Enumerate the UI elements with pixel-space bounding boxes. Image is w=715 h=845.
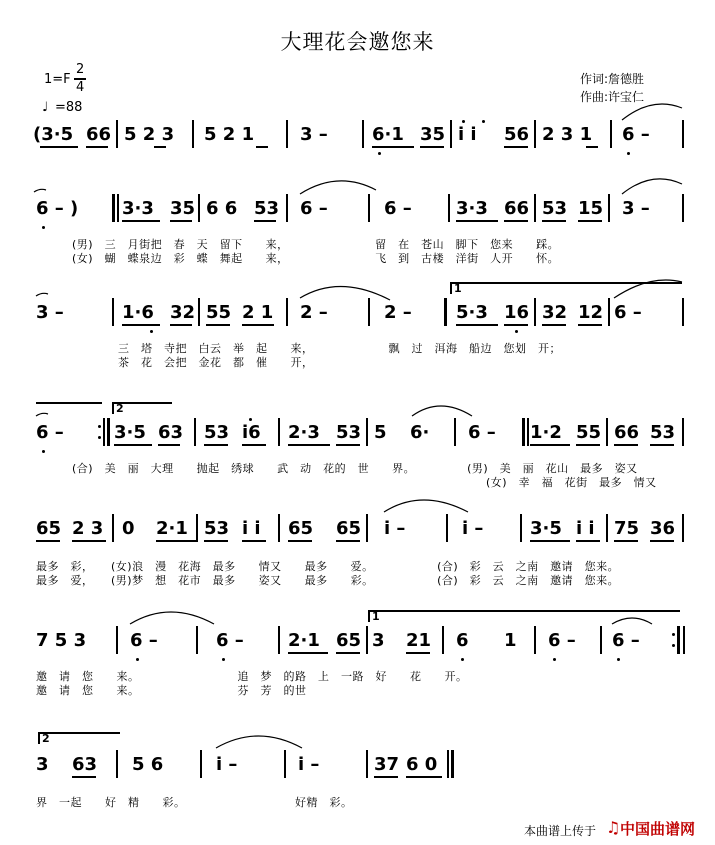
note-group: 2 1 xyxy=(242,302,274,323)
note-group: 6 – xyxy=(612,630,640,651)
note-group: 6 0 xyxy=(406,754,438,775)
note-group: 53 xyxy=(650,422,676,443)
site-logo-text[interactable]: 中国曲谱网 xyxy=(620,820,696,838)
note-group: 65 xyxy=(336,630,362,651)
note-group: 6 – xyxy=(36,422,64,443)
note-group: 6 xyxy=(456,630,469,651)
note-group: 1·2 xyxy=(530,422,562,443)
note-group: 5 xyxy=(374,422,387,443)
volta-ending-1: 1 xyxy=(454,282,462,295)
lyricist-credit: 作词:詹德胜 xyxy=(580,72,645,86)
note-group: 37 xyxy=(374,754,400,775)
note-group: 2·3 xyxy=(288,422,320,443)
note-group: 6 – xyxy=(614,302,642,323)
note-group: 35 xyxy=(420,124,446,145)
note-group: i6 xyxy=(242,422,261,443)
note-group: 6 6 xyxy=(206,198,238,219)
note-group: 35 xyxy=(170,198,196,219)
note-group: 6 – xyxy=(300,198,328,219)
quarter-note-icon: ♩ xyxy=(42,100,49,115)
volta-ending-2b: 2 xyxy=(42,732,50,745)
note-group: 6 – xyxy=(384,198,412,219)
note-group: i – xyxy=(462,518,484,539)
lyric-line: 邀 请 您 来。 追 梦 的路 上 一路 好 花 开。 xyxy=(36,670,468,683)
volta-ending-1b: 1 xyxy=(372,610,380,623)
note-group: 32 xyxy=(542,302,568,323)
note-group: 6 – xyxy=(468,422,496,443)
note-group: 5 6 xyxy=(132,754,164,775)
note-group: 53 xyxy=(542,198,568,219)
note-group: 3 – xyxy=(300,124,328,145)
composer-credit: 作曲:许宝仁 xyxy=(580,90,645,104)
note-group: 6 – xyxy=(622,124,650,145)
note-group: 15 xyxy=(578,198,604,219)
note-group: 53 xyxy=(204,518,230,539)
note-group: 65 xyxy=(336,518,362,539)
note-group: 2·1 xyxy=(156,518,188,539)
note-group: 32 xyxy=(170,302,196,323)
note-group: 21 xyxy=(406,630,432,651)
note-group: 65 xyxy=(288,518,314,539)
note-group: 3 xyxy=(372,630,385,651)
note-group: 53 xyxy=(336,422,362,443)
tempo-marking: =88 xyxy=(55,100,83,115)
note-group: 6·1 xyxy=(372,124,404,145)
note-group: 6 – xyxy=(548,630,576,651)
lyric-line: 最多 爱， (男)梦 想 花市 最多 姿又 最多 彩。 (合) 彩 云 之南 邀请 您来。 xyxy=(36,574,620,587)
lyric-line: (女) 幸 福 花街 最多 情又 xyxy=(486,476,657,489)
key-signature: 1=F xyxy=(44,72,71,87)
note-group: 53 xyxy=(204,422,230,443)
score-title: 大理花会邀您来 xyxy=(280,30,435,54)
lyric-line: 界 一起 好 精 彩。 好精 彩。 xyxy=(36,796,353,809)
note-group: 53 xyxy=(254,198,280,219)
time-signature-bottom: 4 xyxy=(76,80,85,95)
note-group: i i xyxy=(242,518,261,539)
note-group: i – xyxy=(384,518,406,539)
note-group: 56 xyxy=(504,124,530,145)
note-group: 2 – xyxy=(300,302,328,323)
site-logo-icon: ♫ xyxy=(606,818,621,837)
note-group: 12 xyxy=(578,302,604,323)
note-group: 1 xyxy=(504,630,517,651)
note-group: 3·3 xyxy=(122,198,154,219)
note-group: 75 xyxy=(614,518,640,539)
note-group: 2 – xyxy=(384,302,412,323)
note-group: 55 xyxy=(206,302,232,323)
note-group: 5 2 1 xyxy=(204,124,255,145)
note-group: 3·3 xyxy=(456,198,488,219)
note-group: 65 xyxy=(36,518,62,539)
note-group: 5 2 3 xyxy=(124,124,175,145)
lyric-line: 最多 彩， (女)浪 漫 花海 最多 情又 最多 爱。 (合) 彩 云 之南 邀请 您来。 xyxy=(36,560,620,573)
upload-notice: 本曲谱上传于 xyxy=(524,824,597,838)
note-group: i i xyxy=(458,124,477,145)
note-group: 36 xyxy=(650,518,676,539)
note-group: 6 – xyxy=(216,630,244,651)
note-group: 66 xyxy=(504,198,530,219)
note-group: 2 3 1 xyxy=(542,124,593,145)
note-group: i i xyxy=(576,518,595,539)
note-group: 66 xyxy=(86,124,112,145)
note-group: 2 3 xyxy=(72,518,104,539)
lyric-line: (女) 蝴 蝶泉边 彩 蝶 舞起 来， 飞 到 古楼 洋街 人开 怀。 xyxy=(72,252,560,265)
note-group: i – xyxy=(216,754,238,775)
note-group: 63 xyxy=(158,422,184,443)
note-group: 3 – xyxy=(622,198,650,219)
note-group: 1·6 xyxy=(122,302,154,323)
note-group: 6· xyxy=(410,422,430,443)
note-group: 3 xyxy=(36,754,49,775)
note-group: 3 – xyxy=(36,302,64,323)
note-group: i – xyxy=(298,754,320,775)
note-group: 16 xyxy=(504,302,530,323)
note-group: 7 5 3 xyxy=(36,630,87,651)
note-group: 2·1 xyxy=(288,630,320,651)
lyric-line: 邀 请 您 来。 芬 芳 的世 xyxy=(36,684,307,697)
note-group: 3·5 xyxy=(114,422,146,443)
note-group: 66 xyxy=(614,422,640,443)
note-group: 3·5 xyxy=(530,518,562,539)
note-group: 0 xyxy=(122,518,135,539)
lyric-line: (男) 三 月街把 春 天 留下 来， 留 在 苍山 脚下 您来 踩。 xyxy=(72,238,560,251)
note-group: 5·3 xyxy=(456,302,488,323)
note-group: 55 xyxy=(576,422,602,443)
lyric-line: 三 塔 寺把 白云 举 起 来， 飘 过 洱海 船边 您划 开； xyxy=(118,342,561,355)
time-signature-top: 2 xyxy=(76,62,85,77)
volta-ending-2: 2 xyxy=(116,402,124,415)
lyric-line: 茶 花 会把 金花 都 催 开， xyxy=(118,356,314,369)
lyric-line: (合) 美 丽 大理 抛起 绣球 武 动 花的 世 界。 (男) 美 丽 花山 最多 姿又 xyxy=(72,462,638,475)
note-group: 6 – xyxy=(130,630,158,651)
note-group: 6 – ) xyxy=(36,198,79,219)
note-group: (3·5 xyxy=(33,124,74,145)
note-group: 63 xyxy=(72,754,98,775)
